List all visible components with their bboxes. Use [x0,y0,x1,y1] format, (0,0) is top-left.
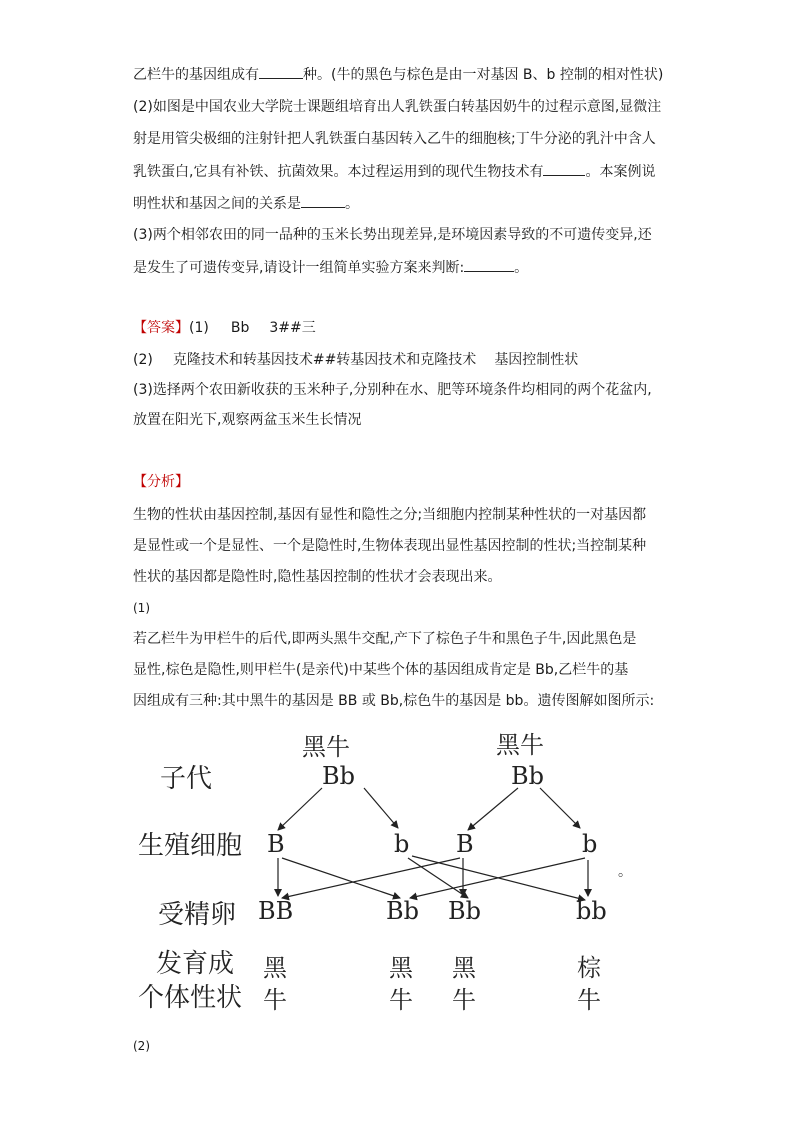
gamete-4: b [582,830,598,858]
analysis-p2-line-1: 若乙栏牛为甲栏牛的后代,即两头黑牛交配,产下了棕色子牛和黑色子牛,因此黑色是 [133,631,637,647]
row-label-offspring: 子代 [160,764,213,794]
arrow-parent2-to-B [468,788,518,830]
trait-2-char-1: 黑 [389,954,413,982]
answer-blank [259,64,303,79]
answer-line-1 [133,318,316,338]
zygote-3: Bb [448,897,481,925]
zygote-2: Bb [386,897,419,925]
trailing-period: 。 [618,864,632,880]
question-2-line-1: (2)如图是中国农业大学院士课题组培育出人乳铁蛋白转基因奶牛的过程示意图,显微注 [133,99,662,115]
gamete-1: B [267,830,285,858]
question-line-1 [133,64,663,85]
analysis-p1-line-1: 生物的性状由基因控制,基因有显性和隐性之分;当细胞内控制某种性状的一对基因都 [133,507,647,523]
question-2-line-2: 射是用管尖极细的注射针把人乳铁蛋白基因转入乙牛的细胞核;丁牛分泌的乳汁中含人 [133,131,656,147]
zygote-1: BB [258,897,294,925]
trait-3-char-1: 黑 [452,954,476,982]
trait-4-char-1: 棕 [577,954,601,982]
answer-line-3: (3)选择两个农田新收获的玉米种子,分别种在水、肥等环境条件均相同的两个花盆内, [133,382,652,398]
analysis-sub-2: (2) [133,1039,150,1053]
trait-3-char-2: 牛 [452,986,476,1014]
question-3-line-2 [133,257,528,278]
parent-2-phenotype: 黑牛 [496,731,544,759]
parent-1-phenotype: 黑牛 [302,733,350,761]
question-text: 。 [514,260,529,276]
question-3-line-1: (3)两个相邻农田的同一品种的玉米长势出现差异,是环境因素导致的不可遗传变异,还 [133,227,652,243]
answer-blank [301,193,345,208]
trait-1-char-2: 牛 [263,986,287,1014]
answer-line-4: 放置在阳光下,观察两盆玉米生长情况 [133,412,362,428]
answer-value: 3##三 [269,320,316,336]
zygote-4: bb [576,897,607,925]
trait-4-char-2: 牛 [577,986,601,1014]
trait-2-char-2: 牛 [389,986,413,1014]
answer-blank [464,257,514,272]
answer-tag: 【答案】 [133,320,189,336]
answer-value: 克隆技术和转基因技术##转基因技术和克隆技术 [172,352,477,368]
row-label-trait: 个体性状 [138,983,243,1013]
gamete-2: b [394,830,410,858]
question-text: 是发生了可遗传变异,请设计一组简单实验方案来判断: [133,260,465,276]
analysis-tag-text: 【分析】 [133,474,189,490]
question-text: 明性状和基因之间的关系是 [133,196,301,212]
row-label-develop: 发育成 [156,949,235,979]
question-text: 。 [345,196,359,212]
analysis-p1-line-3: 性状的基因都是隐性时,隐性基因控制的性状才会表现出来。 [133,569,502,585]
answer-blank [543,161,585,176]
analysis-sub-1: (1) [133,601,150,615]
genetic-cross-diagram [0,720,794,1030]
arrow-b2-to-Bb [410,858,585,898]
arrow-parent2-to-b [540,788,580,828]
arrow-parent1-to-b [364,788,398,828]
analysis-tag [133,472,189,492]
analysis-p2-line-2: 显性,棕色是隐性,则甲栏牛(是亲代)中某些个体的基因组成肯定是 Bb,乙栏牛的基 [133,662,629,678]
answer-number: (2) [133,352,153,368]
trait-1-char-1: 黑 [263,954,287,982]
question-text: 。本案例说 [585,164,656,180]
answer-value: Bb [230,320,250,336]
answer-number: (1) [189,320,209,336]
genetic-diagram-svg [0,720,794,1030]
parent-1-genotype: Bb [322,762,355,790]
answer-value: 基因控制性状 [494,352,579,368]
question-2-line-4 [133,193,359,214]
question-2-line-3 [133,161,655,182]
question-text: 乳铁蛋白,它具有补铁、抗菌效果。本过程运用到的现代生物技术有 [133,164,544,180]
row-label-zygotes: 受精卵 [158,900,237,930]
arrow-parent1-to-B [278,788,322,830]
parent-2-genotype: Bb [511,762,544,790]
gamete-3: B [456,830,474,858]
analysis-p2-line-3: 因组成有三种:其中黑牛的基因是 BB 或 Bb,棕色牛的基因是 bb。遗传图解如图所示: [133,693,655,709]
question-text: 乙栏牛的基因组成有 [133,67,259,83]
arrow-B2-to-BB [282,858,460,898]
arrow-B1-to-Bb [282,858,400,898]
analysis-p1-line-2: 是显性或一个是显性、一个是隐性时,生物体表现出显性基因控制的性状;当控制某种 [133,538,647,554]
question-text: 种。(牛的黑色与棕色是由一对基因 B、b 控制的相对性状) [303,67,664,83]
answer-line-2 [133,350,578,370]
row-label-gametes: 生殖细胞 [138,831,243,861]
